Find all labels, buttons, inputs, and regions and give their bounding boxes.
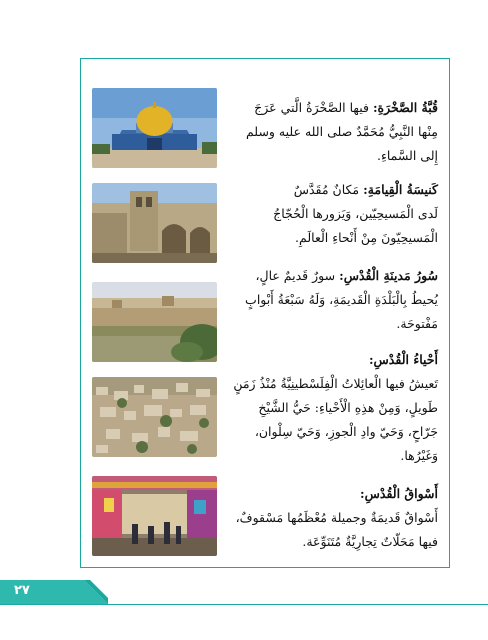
section-title: أَسْواقُ الْقُدْسِ: — [360, 486, 438, 501]
section-line: إِلى السَّماءِ. — [377, 148, 438, 163]
section-line: فيها مَحَلّاتٌ تِجارِيَّةٌ مُتَنَوِّعَة. — [302, 534, 438, 549]
holy-sepulchre-photo — [92, 183, 217, 263]
section-dome-of-the-rock — [226, 96, 438, 168]
jerusalem-neighborhoods-photo — [92, 377, 217, 457]
section-markets — [226, 482, 438, 554]
section-line: أَسْواقٌ قَديمَةٌ وجميلة مُعْظَمُها مَسْقوفٌ، — [235, 510, 438, 525]
section-title: قُبَّةُ الصَّخْرَةِ: — [372, 100, 438, 115]
section-title: سُورُ مَدينَةِ الْقُدْسِ: — [339, 268, 438, 283]
jerusalem-wall-photo — [92, 282, 217, 362]
page-number: ٢٧ — [14, 583, 30, 598]
section-line: مَفْتوحَة. — [396, 316, 438, 331]
section-line: لَدى الْمَسيحِيّين، وَيَزورها الْحُجّاجُ — [273, 206, 438, 221]
section-line: يُحيطُ بِالْبَلْدَةِ الْقَديمَةِ، وَلَهُ سَبْعَةُ أَبْوابٍ — [245, 292, 438, 307]
section-city-wall — [226, 264, 438, 336]
dome-of-the-rock-photo — [92, 88, 217, 168]
section-line: مِنْها النَّبِيُّ مُحَمَّدٌ صلى الله عليه وسلم — [245, 124, 438, 139]
section-line: طَويلٍ، وَمِنْ هذِهِ الْأَحْياءِ: حَيُّ الشَّيْخِ — [258, 400, 438, 415]
section-line: مَكانٌ مُقَدَّسٌ — [293, 182, 360, 197]
section-line: سورٌ قَديمٌ عالٍ، — [255, 268, 336, 283]
section-holy-sepulchre — [226, 178, 438, 250]
section-neighborhoods — [226, 348, 438, 468]
section-line: الْمَسيحِيّونَ مِنْ أَنْحاءِ الْعالَمِ. — [295, 230, 438, 245]
section-line: جَرّاحٍ، وَحَيّ وادِ الْجوزِ، وَحَيّ سِلْوان، — [254, 424, 438, 439]
jerusalem-market-photo — [92, 476, 217, 556]
section-line: تَعيشُ فيها الْعائِلاتُ الْفِلَسْطينِيَّةُ مُنْذُ زَمَنٍ — [233, 376, 438, 391]
section-line: فيها الصَّخْرَةُ الَّتي عَرَجَ — [254, 100, 369, 115]
section-title: أَحْياءُ الْقُدْسِ: — [368, 352, 438, 367]
footer-divider — [0, 604, 488, 605]
section-title: كَنيسَةُ الْقِيامَةِ: — [363, 182, 438, 197]
section-line: وَغَيْرُها. — [400, 448, 438, 463]
